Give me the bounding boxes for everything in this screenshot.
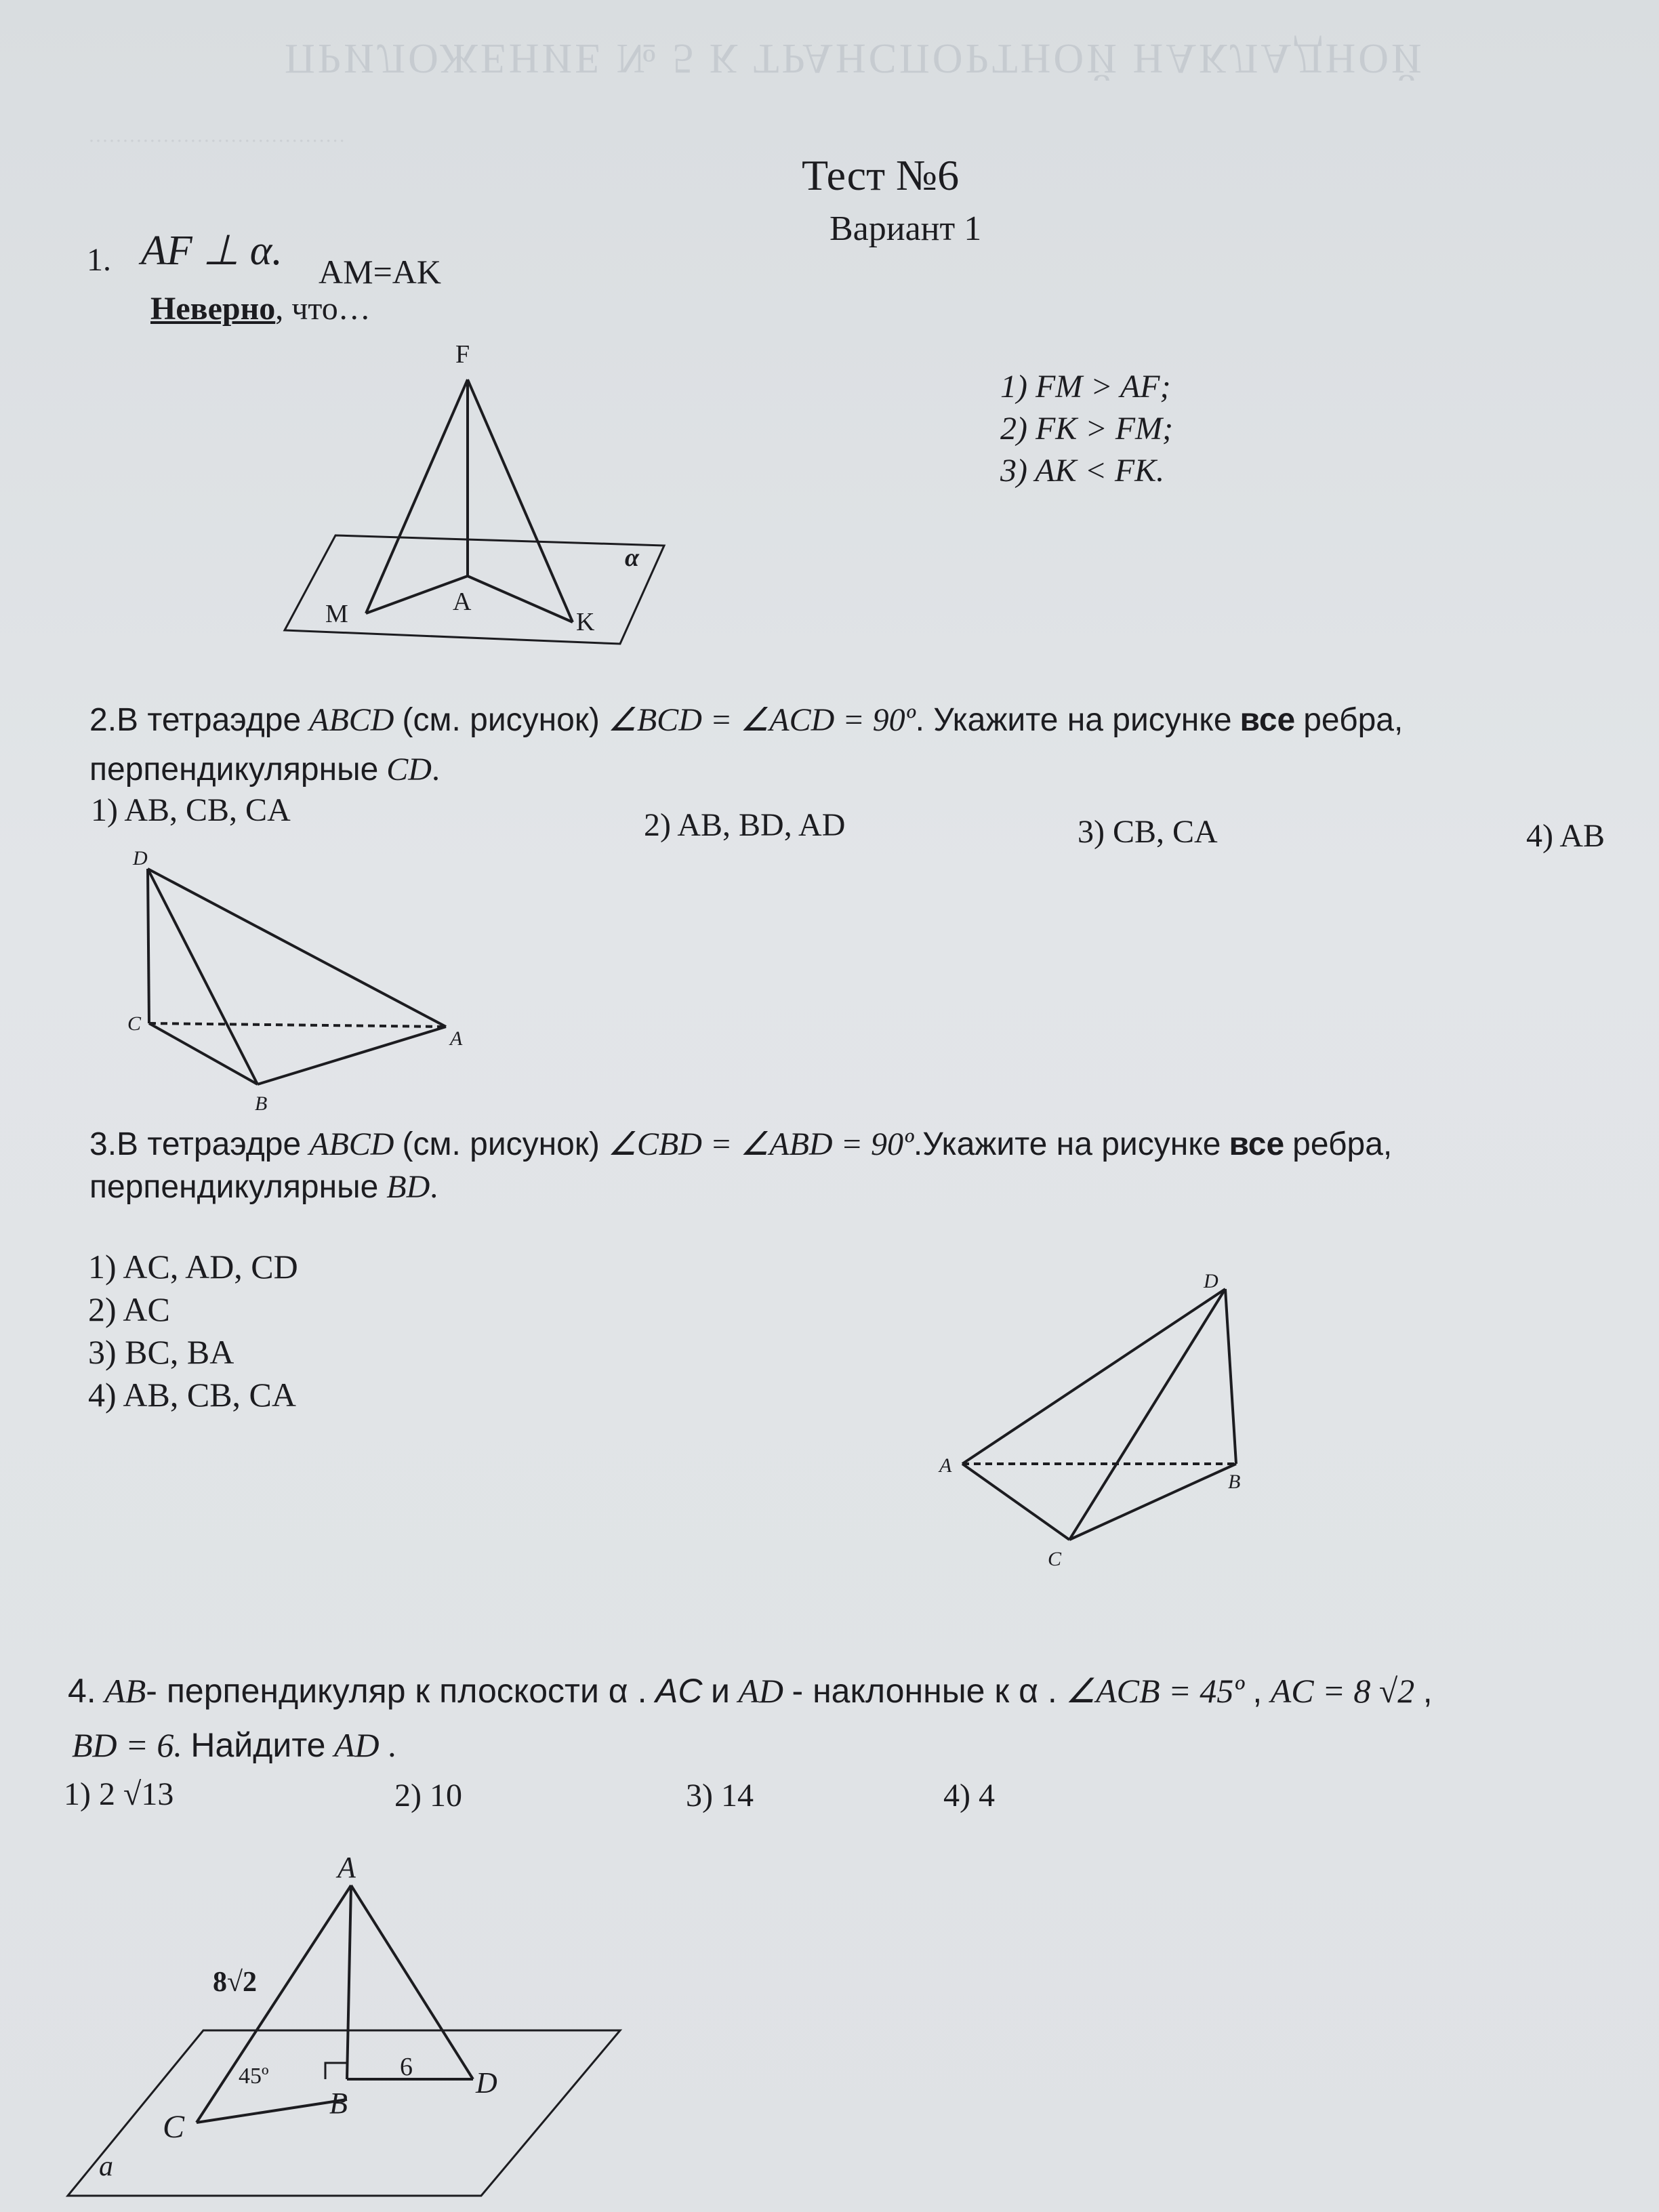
q1-condition: AF ⊥ α. [141, 228, 283, 274]
q3-option-1: 1) AC, AD, CD [88, 1248, 298, 1286]
q4-option-1: 1) 2 √13 [64, 1776, 174, 1812]
bleed-through-text: ПРИЛОЖЕНИЕ № 5 К ТРАНСПОРТНОЙ НАКЛАДНОЙ [285, 35, 1425, 81]
q3-edge: BD [386, 1169, 430, 1205]
q3-label-b: B [1228, 1471, 1241, 1493]
q1-label-alpha: α [625, 544, 640, 572]
q3-option-3: 3) BC, BA [88, 1333, 234, 1371]
q3-emphasis: все [1229, 1126, 1285, 1162]
q4-option-3: 3) 14 [686, 1778, 754, 1814]
q3-angle-condition: ∠CBD = ∠ABD = 90º [607, 1126, 914, 1162]
q2-emphasis: все [1240, 702, 1296, 738]
q3-tetra: ABCD [309, 1126, 394, 1162]
q3-text: (см. рисунок) [402, 1126, 600, 1162]
q1-condition-2: AM=AK [319, 253, 441, 291]
q1-prompt [150, 290, 371, 327]
q3-statement-line2 [89, 1168, 438, 1206]
q2-label-a: A [450, 1027, 463, 1050]
q4-segment-ab [347, 1885, 351, 2079]
q4-text: . [388, 1726, 396, 1764]
q2-option-3: 3) CB, CA [1078, 814, 1218, 850]
page-title: Тест №6 [802, 151, 960, 199]
q2-text: . Укажите на рисунке [915, 702, 1232, 738]
q3-text: .Укажите на рисунке [913, 1126, 1221, 1162]
q4-right-angle-mark [325, 2063, 348, 2079]
q3-label-d: D [1204, 1270, 1218, 1292]
q4-segment-ab: AB [104, 1672, 146, 1710]
q1-label-f: F [455, 340, 470, 369]
q4-label-a: A [337, 1851, 356, 1884]
q4-text: - перпендикуляр к плоскости α . [146, 1672, 647, 1710]
q4-segment-ad: AD [738, 1672, 784, 1710]
q3-edge-da [962, 1289, 1225, 1464]
q2-text: . [431, 752, 440, 787]
q4-text: , [1252, 1672, 1263, 1710]
q4-length-ac: AC = 8 √2 [1270, 1672, 1415, 1710]
q3-edge-db [1225, 1289, 1236, 1464]
q2-edge-ca-hidden [149, 1023, 446, 1027]
q1-segment-fm [366, 380, 468, 613]
q2-option-1: 1) AB, CB, CA [91, 792, 291, 828]
q4-label-ac-length: 8√2 [213, 1967, 258, 1998]
q2-text: 2.В тетраэдре [89, 702, 302, 738]
q4-segment-cb [197, 2100, 347, 2123]
q1-prompt-bold: Неверно [150, 291, 276, 327]
q4-label-angle: 45º [239, 2064, 269, 2089]
q3-statement-line1 [89, 1125, 1392, 1163]
q3-options [88, 1246, 298, 1416]
q4-segment-ac [197, 1885, 351, 2123]
q2-statement-line2 [89, 751, 440, 788]
q1-options [1000, 366, 1173, 492]
q2-label-d: D [133, 847, 148, 869]
q4-figure [61, 1823, 644, 2203]
q4-segment-ac: AC [655, 1672, 703, 1710]
q2-figure [122, 840, 474, 1125]
q2-tetra: ABCD [309, 702, 394, 738]
q1-option-3: 3) AK < FK. [1000, 453, 1165, 489]
q2-text: (см. рисунок) [402, 702, 600, 738]
q3-label-a: A [939, 1454, 952, 1477]
q1-figure [271, 332, 691, 657]
q3-text: 3.В тетраэдре [89, 1126, 302, 1162]
q4-label-b: B [329, 2087, 348, 2120]
q2-edge-ba [258, 1027, 446, 1084]
q3-label-c: C [1048, 1548, 1062, 1570]
q4-text: , [1422, 1672, 1433, 1710]
q1-label-k: K [576, 608, 595, 636]
variant-label: Вариант 1 [830, 209, 982, 248]
q2-edge-dc [148, 869, 149, 1023]
q3-text: . [430, 1169, 438, 1205]
q2-label-b: B [255, 1092, 268, 1115]
q1-option-2: 2) FK > FM; [1000, 411, 1173, 447]
q2-edge: CD [386, 752, 432, 787]
q1-label-m: M [325, 600, 348, 628]
q3-option-2: 2) AC [88, 1290, 170, 1328]
q4-option-2: 2) 10 [394, 1778, 462, 1814]
q2-text: ребра, [1303, 702, 1404, 738]
q2-option-2: 2) AB, BD, AD [644, 807, 846, 843]
bleed-through-text: ······································ [88, 129, 346, 152]
q4-angle-condition: ∠ACB = 45º [1065, 1672, 1244, 1710]
q3-option-4: 4) AB, CB, CA [88, 1376, 297, 1414]
q4-text: - наклонные к α . [792, 1672, 1057, 1710]
q4-segment-ad [351, 1885, 473, 2079]
q1-segment-fk [468, 380, 573, 622]
q4-label-c: C [163, 2109, 185, 2145]
q1-option-1: 1) FM > AF; [1000, 369, 1171, 405]
q1-prompt-rest: , что… [275, 291, 371, 327]
q2-angle-condition: ∠BCD = ∠ACD = 90º [607, 702, 916, 738]
q2-statement-line1 [89, 701, 1403, 739]
q3-edge-dc [1069, 1289, 1225, 1540]
q2-option-4: 4) AB [1526, 818, 1605, 854]
q4-label-d: D [476, 2066, 497, 2100]
q3-edge-ac [962, 1464, 1069, 1540]
q2-edge-da [148, 869, 446, 1027]
q1-label-a: A [453, 588, 472, 616]
q3-text: перпендикулярные [89, 1169, 379, 1205]
q4-statement-line1 [68, 1671, 1433, 1711]
q4-text: Найдите [190, 1726, 326, 1764]
q4-statement-line2 [72, 1725, 396, 1765]
q2-label-c: C [127, 1012, 142, 1035]
q1-number: 1. [87, 242, 111, 278]
q3-text: ребра, [1292, 1126, 1393, 1162]
q4-text: и [710, 1672, 730, 1710]
q4-target-ad: AD [334, 1726, 380, 1764]
q4-length-bd: BD = 6. [72, 1726, 182, 1764]
q4-label-bd-length: 6 [400, 2053, 413, 2081]
q2-text: перпендикулярные [89, 752, 379, 787]
q3-figure [935, 1267, 1274, 1572]
q4-label-plane: a [99, 2151, 113, 2182]
q4-text: 4. [68, 1672, 96, 1710]
q4-option-4: 4) 4 [943, 1778, 995, 1814]
